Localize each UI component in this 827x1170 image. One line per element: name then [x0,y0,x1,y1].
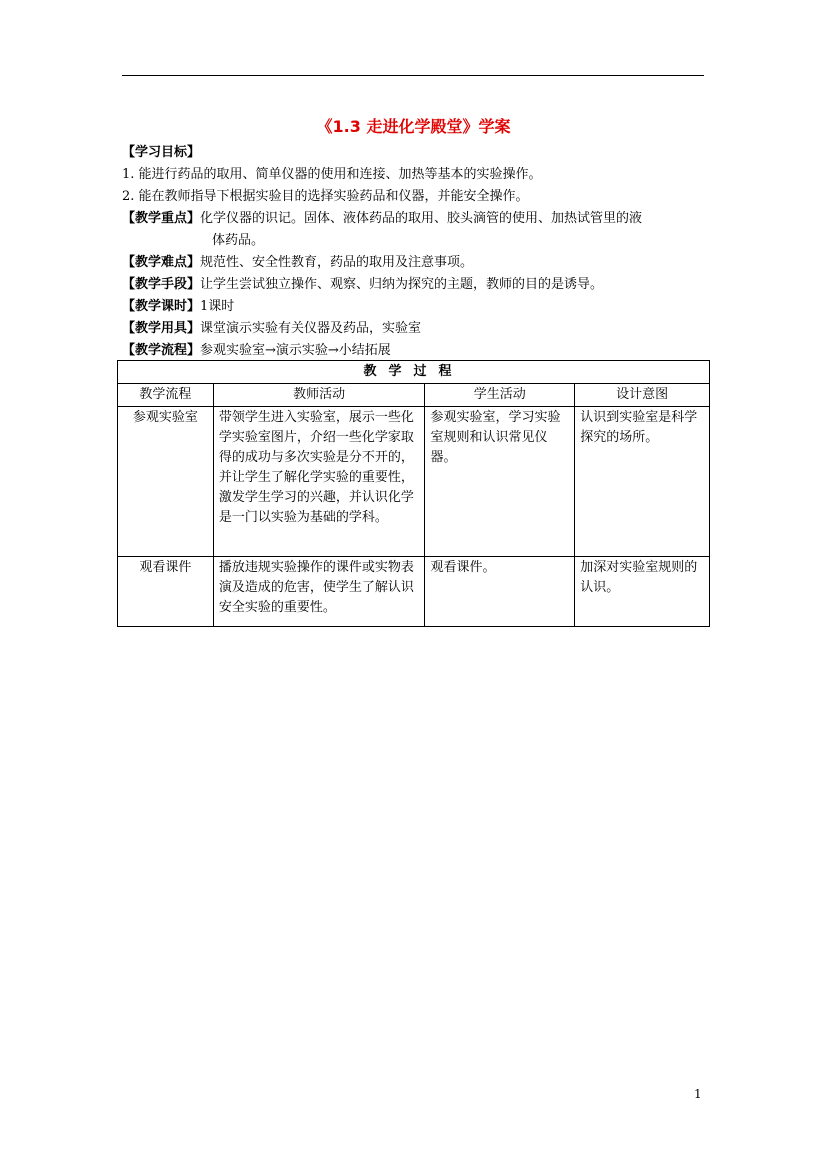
tools-heading: 【教学用具】 [122,321,201,336]
table-row [118,557,710,627]
hours-text: 1课时 [200,299,235,314]
cell-student: 观看课件。 [425,557,575,627]
column-header-student: 学生活动 [425,384,575,407]
table-row [118,407,710,557]
objective-item-2: 2. 能在教师指导下根据实验目的选择实验药品和仪器，并能安全操作。 [122,189,529,204]
key-points-text-cont: 体药品。 [212,233,265,248]
cell-student: 参观实验室，学习实验室规则和认识常见仪器。 [425,407,575,557]
flow-heading: 【教学流程】 [122,343,201,358]
methods-row [122,275,603,295]
key-points-text: 化学仪器的识记。固体、液体药品的取用、胶头滴管的使用、加热试管里的液 [200,211,643,226]
cell-flow: 参观实验室 [118,407,214,557]
document-title: 《1.3 走进化学殿堂》学案 [316,117,511,136]
cell-teacher: 播放违规实验操作的课件或实物表演及造成的危害，使学生了解认识安全实验的重要性。 [213,557,425,627]
cell-intent: 加深对实验室规则的认识。 [575,557,710,627]
key-points-row [122,209,642,229]
cell-intent: 认识到实验室是科学探究的场所。 [575,407,710,557]
flow-row [122,341,391,361]
objectives-heading: 【学习目标】 [122,145,201,160]
difficulties-heading: 【教学难点】 [122,255,201,270]
objective-item-1: 1. 能进行药品的取用、简单仪器的使用和连接、加热等基本的实验操作。 [122,167,542,182]
process-table-title: 教学过程 [118,361,710,384]
hours-heading: 【教学课时】 [122,299,201,314]
column-header-teacher: 教师活动 [213,384,425,407]
page-number: 1 [694,1087,702,1101]
process-table-title-row [118,361,710,384]
process-table-header-row [118,384,710,407]
difficulties-row [122,253,473,273]
difficulties-text: 规范性、安全性教育，药品的取用及注意事项。 [200,255,474,270]
hours-row [122,297,234,317]
key-points-heading: 【教学重点】 [122,211,201,226]
header-rule [122,75,704,76]
tools-row [122,319,421,339]
cell-flow: 观看课件 [118,557,214,627]
flow-text: 参观实验室→演示实验→小结拓展 [200,343,391,358]
methods-text: 让学生尝试独立操作、观察、归纳为探究的主题，教师的目的是诱导。 [200,277,604,292]
cell-teacher: 带领学生进入实验室，展示一些化学实验室图片，介绍一些化学家取得的成功与多次实验是分不开的，并让学生了解化学实验的重要性，激发学生学习的兴趣，并认识化学是一门以实验为基础的学科。 [213,407,425,557]
process-table [117,360,710,627]
column-header-flow: 教学流程 [118,384,214,407]
column-header-intent: 设计意图 [575,384,710,407]
methods-heading: 【教学手段】 [122,277,201,292]
tools-text: 课堂演示实验有关仪器及药品，实验室 [200,321,422,336]
